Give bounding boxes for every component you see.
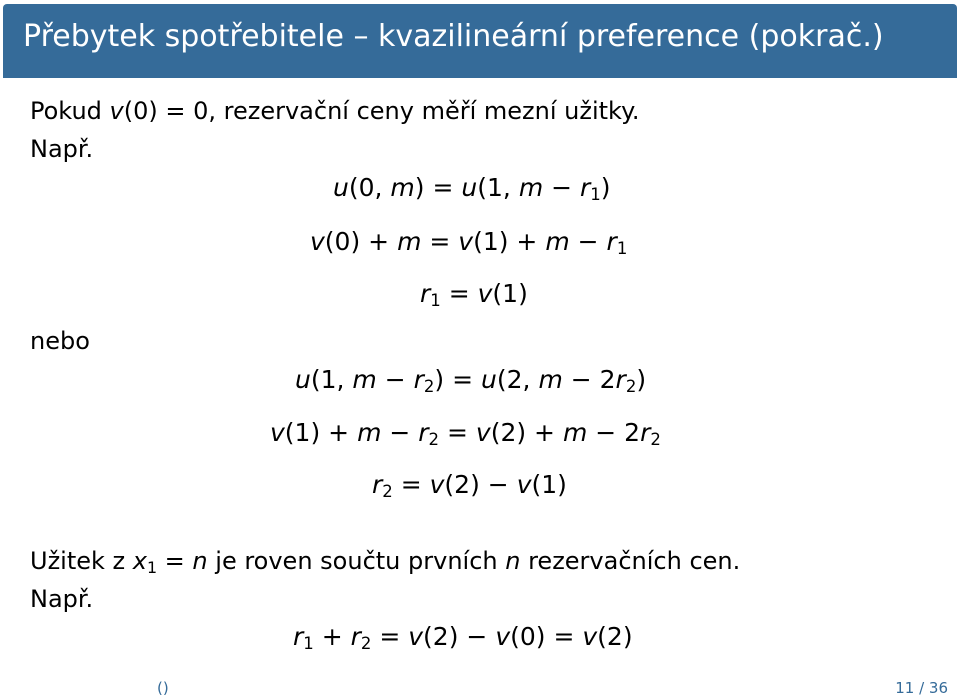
- napr-label-1: Např.: [30, 135, 94, 163]
- equation-1: u(0, m) = u(1, $m - r_1$): [333, 173, 611, 205]
- final-equation: $r_1 + r_2 = v(2) - v(0) = v(2)$: [293, 622, 633, 654]
- footer-left: (): [157, 679, 169, 697]
- slide-title-bar: [3, 4, 957, 78]
- equation-6: $r_2 = v(2) - v(1)$: [372, 470, 567, 502]
- slide-title: Přebytek spotřebitele – kvazilineární preference (pokrač.): [23, 19, 884, 54]
- equation-3: $r_1 = v(1)$: [420, 279, 528, 311]
- equation-4: u(1, $m - r_2) = u(2$, $m - 2r_2$): [295, 365, 647, 397]
- napr-label-2: Např.: [30, 585, 94, 613]
- conclusion-text: Užitek z $x_1 = n$ je roven součtu prvních n rezervačních cen.: [30, 547, 741, 577]
- intro-text: Pokud v(0) = 0, rezervační ceny měří mezní užitky.: [30, 97, 640, 125]
- nebo-label: nebo: [30, 327, 90, 355]
- page-number: 11 / 36: [895, 679, 948, 697]
- equation-5: $v(1) + m - r_2 = v(2) + m - 2r_2$: [270, 418, 661, 450]
- equation-2: $v(0) + m = v(1) + m - r_1$: [310, 227, 628, 259]
